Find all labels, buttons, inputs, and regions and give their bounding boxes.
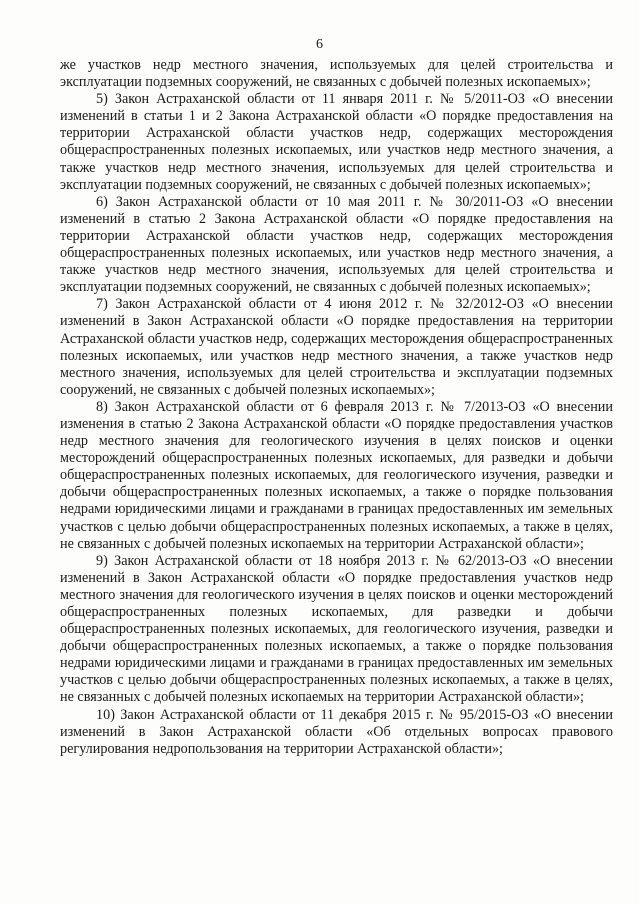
paragraph-item-10: 10) Закон Астраханской области от 11 декабря 2015 г. № 95/2015-ОЗ «О внесении изменений в Закон Астраханской области «Об отдельных вопросах правового регулирования недропользования на территории Астраханской области»; [60, 706, 613, 757]
document-body [60, 57, 613, 758]
page-number: 6 [316, 37, 323, 52]
paragraph-item-5: 5) Закон Астраханской области от 11 января 2011 г. № 5/2011-ОЗ «О внесении изменений в статьи 1 и 2 Закона Астраханской области «О порядке предоставления на территории Астраханской области участков недр, содержащих месторождения общераспространенных полезных ископаемых, или участков недр местного значения, а также участков недр местного значения, используемых для целей строительства и эксплуатации подземных сооружений, не связанных с добычей полезных ископаемых»; [60, 91, 613, 193]
paragraph-item-9: 9) Закон Астраханской области от 18 ноября 2013 г. № 62/2013-ОЗ «О внесении изменений в Закон Астраханской области «О порядке предоставления участков недр местного значения для геологического изучения в целях поисков и оценки месторождений общераспространенных полезных ископаемых, для разведки и добычи общераспространенных полезных ископаемых, для геологического изучения, разведки и добычи общераспространенных полезных ископаемых, а также о порядке пользования недрами юридическими лицами и гражданами в границах предоставленных им земельных участков с целью добычи общераспространенных полезных ископаемых, а также в целях, не связанных с добычей полезных ископаемых на территории Астраханской области»; [60, 552, 613, 706]
paragraph-item-7: 7) Закон Астраханской области от 4 июня 2012 г. № 32/2012-ОЗ «О внесении изменений в Закон Астраханской области «О порядке предоставления на территории Астраханской области участков недр, содержащих месторождения общераспространенных полезных ископаемых, или участков недр местного значения, а также участков недр местного значения, используемых для целей строительства и эксплуатации подземных сооружений, не связанных с добычей полезных ископаемых»; [60, 296, 613, 398]
paragraph-item-8: 8) Закон Астраханской области от 6 февраля 2013 г. № 7/2013-ОЗ «О внесении изменения в статью 2 Закона Астраханской области «О порядке предоставления участков недр местного значения для геологического изучения в целях поисков и оценки месторождений общераспространенных полезных ископаемых, для разведки и добычи общераспространенных полезных ископаемых, для геологического изучения, разведки и добычи общераспространенных полезных ископаемых, а также о порядке пользования недрами юридическими лицами и гражданами в границах предоставленных им земельных участков с целью добычи общераспространенных полезных ископаемых, а также в целях, не связанных с добычей полезных ископаемых на территории Астраханской области»; [60, 398, 613, 552]
paragraph-item-6: 6) Закон Астраханской области от 10 мая 2011 г. № 30/2011-ОЗ «О внесении изменений в статью 2 Закона Астраханской области «О порядке предоставления на территории Астраханской области участков недр, содержащих месторождения общераспространенных полезных ископаемых, или участков недр местного значения, а также участков недр местного значения, используемых для целей строительства и эксплуатации подземных сооружений, не связанных с добычей полезных ископаемых»; [60, 193, 613, 296]
paragraph-continuation: же участков недр местного значения, используемых для целей строительства и эксплуатации подземных сооружений, не связанных с добычей полезных ископаемых»; [60, 57, 613, 91]
